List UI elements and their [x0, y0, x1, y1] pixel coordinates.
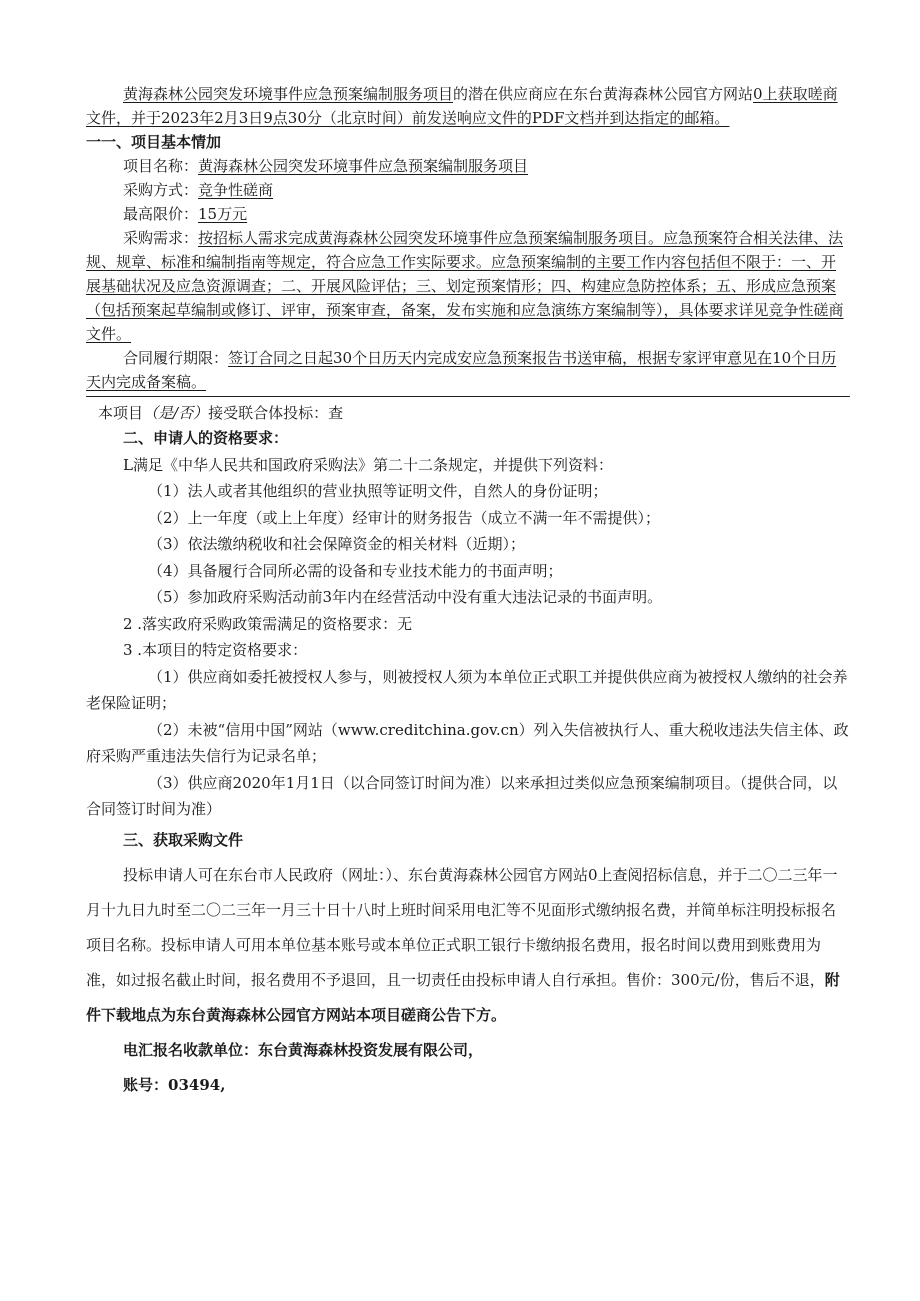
section3-download-note: 附件下载地点为东台黄海森林公园官方网站本项目磋商公告下方。: [86, 970, 840, 1024]
method-row: [86, 178, 850, 202]
section3-text: 投标申请人可在东台市人民政府（网址：）、东台黄海森林公园官方网站0上查阅招标信息，并于二〇二三年一月十九日九时至二〇二三年一月三十日十八时上班时间采用电汇等不见面形式缴纳报名费，并简单标注明投标报名项目名称。投标申请人可用本单位基本账号或本单位正式职工银行卡缴纳报名费用，报名时间以费用到账费用为准，如过报名截止时间，报名费用不予退回，且一切责任由投标申请人自行承担。售价：300元/份，售后不退，: [86, 865, 838, 989]
section3-title: 三、获取采购文件: [123, 830, 244, 849]
account-row: [86, 1068, 850, 1103]
consortium-label: 本项目: [98, 404, 144, 422]
period-label: 合同履行期限：: [123, 349, 229, 367]
project-name-label: 项目名称：: [123, 157, 199, 175]
qual-spec2: （2）未被“信用中国”网站（www.creditchina.gov.cn）列入失信被执行人、重大税收违法失信主体、政府采购严重违法失信行为记录名单；: [86, 720, 849, 765]
method-label: 采购方式：: [123, 181, 199, 199]
qual-spec1: （1）供应商如委托被授权人参与，则被授权人须为本单位正式职工并提供供应商为被授权人缴纳的社会养老保险证明；: [86, 667, 848, 712]
intro-text-2: 0上获取嗟商文件，并于2023年2月3日9点30分（北京时间）前发送响应文件的PDF文档并到达指定的邮箱。: [86, 85, 838, 127]
period-value: 签订合同之日起30个日历天内完成安应急预案报告书送审稿，根据专家评审意见在10个日历天内完成备案稿。: [86, 349, 837, 391]
qual-sub4: （4）具备履行合同所必需的设备和专业技术能力的书面声明；: [148, 561, 563, 580]
section3-paragraph: [86, 858, 850, 1033]
qual-spec3: （3）供应商2020年1月1日（以合同签订时间为准）以来承担过类似应急预案编制项目。（提供合同，以合同签订时间为准）: [86, 773, 838, 818]
divider: [86, 396, 850, 397]
need-label: 采购需求：: [123, 229, 199, 247]
section2-title: 二、申请人的资格要求：: [123, 429, 289, 447]
price-value: 15万元: [198, 205, 248, 223]
qual-item2: 2 .落实政府采购政策需满足的资格要求：无: [123, 614, 413, 633]
intro-project-name: 黄海森林公园突发环境事件应急预案编制服务项目: [123, 85, 454, 103]
price-label: 最高限价：: [123, 205, 199, 223]
payee-row: 电汇报名收款单位：东台黄海森林投资发展有限公司，: [123, 1040, 484, 1059]
project-name-row: [86, 154, 850, 178]
qual-item1: L满足《中华人民共和国政府采购法》第二十二条规定，并提供下列资料：: [123, 455, 613, 474]
qual-sub1: （1）法人或者其他组织的营业执照等证明文件，自然人的身份证明；: [148, 482, 608, 500]
project-name-value: 黄海森林公园突发环境事件应急预案编制服务项目: [198, 157, 529, 175]
consortium-option: （是/否）: [143, 404, 209, 422]
qual-sub5: （5）参加政府采购活动前3年内在经营活动中没有重大违法记录的书面声明。: [148, 588, 663, 606]
need-row: [86, 226, 850, 346]
price-row: [86, 202, 850, 226]
section1-title: 一一、项目基本情加: [86, 133, 222, 151]
consortium-answer: 接受联合体投标：查: [208, 404, 344, 422]
qual-sub3: （3）依法缴纳税收和社会保障资金的相关材料（近期）；: [148, 535, 526, 553]
intro-paragraph: [86, 82, 850, 130]
document-page: [86, 82, 850, 1103]
period-row: [86, 346, 850, 394]
account-value: 03494,: [168, 1075, 226, 1094]
account-label: 账号：: [123, 1075, 169, 1094]
qual-sub2: （2）上一年度（或上上年度）经审计的财务报告（成立不满一年不需提供）；: [148, 508, 661, 527]
method-value: 竞争性磋商: [198, 181, 274, 199]
need-value: 按招标人需求完成黄海森林公园突发环境事件应急预案编制服务项目。应急预案符合相关法律、法规、规章、标准和编制指南等规定，符合应急工作实际要求。应急预案编制的主要工作内容包括但不限于：一、开展基础状况及应急资源调查；二、开展风险评估；三、划定预案情形；四、构建应急防控体系；五、形成应急预案（包括预案起草编制或修订、评审，预案审查，备案，发布实施和应急演练方案编制等），具体要求详见竞争性磋商文件。: [86, 229, 844, 343]
intro-text: 的潜在供应商应在东台黄海森林公园官方网站: [453, 85, 754, 103]
qual-item3: 3 .本项目的特定资格要求：: [123, 641, 308, 659]
consortium-row: [86, 401, 850, 425]
